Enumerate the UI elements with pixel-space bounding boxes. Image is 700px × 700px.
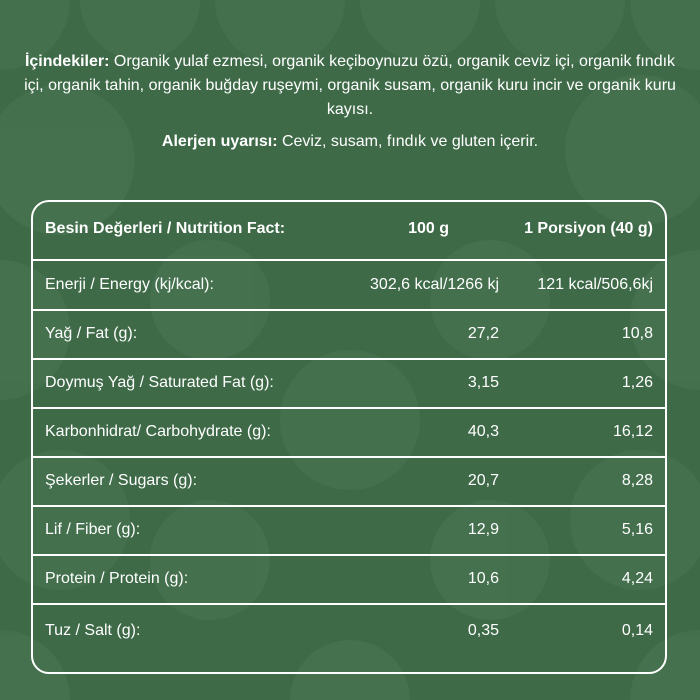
row-label: Yağ / Fat (g): — [45, 325, 138, 342]
ingredients-list: Organik yulaf ezmesi, organik keçiboynuzu özü, organik ceviz içi, organik fındık içi, organik tahin, organik buğday ruşeymi, organik susam, organik kuru incir ve organik kuru kayısı. — [24, 53, 676, 118]
row-per100: 40,3 — [467, 423, 499, 440]
ingredients-label: İçindekiler: — [24, 53, 110, 70]
row-portion: 10,8 — [621, 325, 653, 342]
header-100g: 100 g — [408, 220, 449, 237]
row-label: Lif / Fiber (g): — [45, 521, 141, 538]
table-row — [33, 260, 665, 309]
table-row — [33, 309, 665, 358]
row-portion: 5,16 — [621, 521, 653, 538]
row-label: Protein / Protein (g): — [45, 570, 189, 587]
row-portion: 8,28 — [621, 472, 653, 489]
table-row — [33, 606, 665, 655]
header-portion: 1 Porsiyon (40 g) — [524, 220, 653, 237]
table-divider — [33, 603, 665, 605]
table-row — [33, 554, 665, 603]
row-per100: 27,2 — [467, 325, 499, 342]
header-nutrition-fact: Besin Değerleri / Nutrition Fact: — [45, 220, 286, 237]
table-row — [33, 505, 665, 554]
row-per100: 3,15 — [467, 374, 499, 391]
table-row — [33, 358, 665, 407]
table-row — [33, 456, 665, 505]
row-portion: 16,12 — [612, 423, 653, 440]
row-per100: 12,9 — [467, 521, 499, 538]
row-portion: 4,24 — [621, 570, 653, 587]
ingredients-text — [20, 50, 680, 122]
table-header-row — [33, 204, 665, 253]
row-label: Tuz / Salt (g): — [45, 622, 141, 639]
row-portion: 1,26 — [621, 374, 653, 391]
nutrition-table — [31, 200, 667, 674]
row-per100: 302,6 kcal/1266 kj — [370, 276, 499, 293]
row-label: Karbonhidrat/ Carbohydrate (g): — [45, 423, 271, 440]
row-label: Doymuş Yağ / Saturated Fat (g): — [45, 374, 274, 391]
table-row — [33, 407, 665, 456]
allergen-label: Alerjen uyarısı: — [161, 133, 278, 150]
allergen-list: Ceviz, susam, fındık ve gluten içerir. — [277, 133, 539, 150]
row-per100: 10,6 — [467, 570, 499, 587]
row-label: Enerji / Energy (kj/kcal): — [45, 276, 214, 293]
row-portion: 0,14 — [621, 622, 653, 639]
row-portion: 121 kcal/506,6kj — [537, 276, 653, 293]
row-per100: 20,7 — [467, 472, 499, 489]
row-label: Şekerler / Sugars (g): — [45, 472, 198, 489]
allergen-warning — [20, 130, 680, 154]
row-per100: 0,35 — [467, 622, 499, 639]
